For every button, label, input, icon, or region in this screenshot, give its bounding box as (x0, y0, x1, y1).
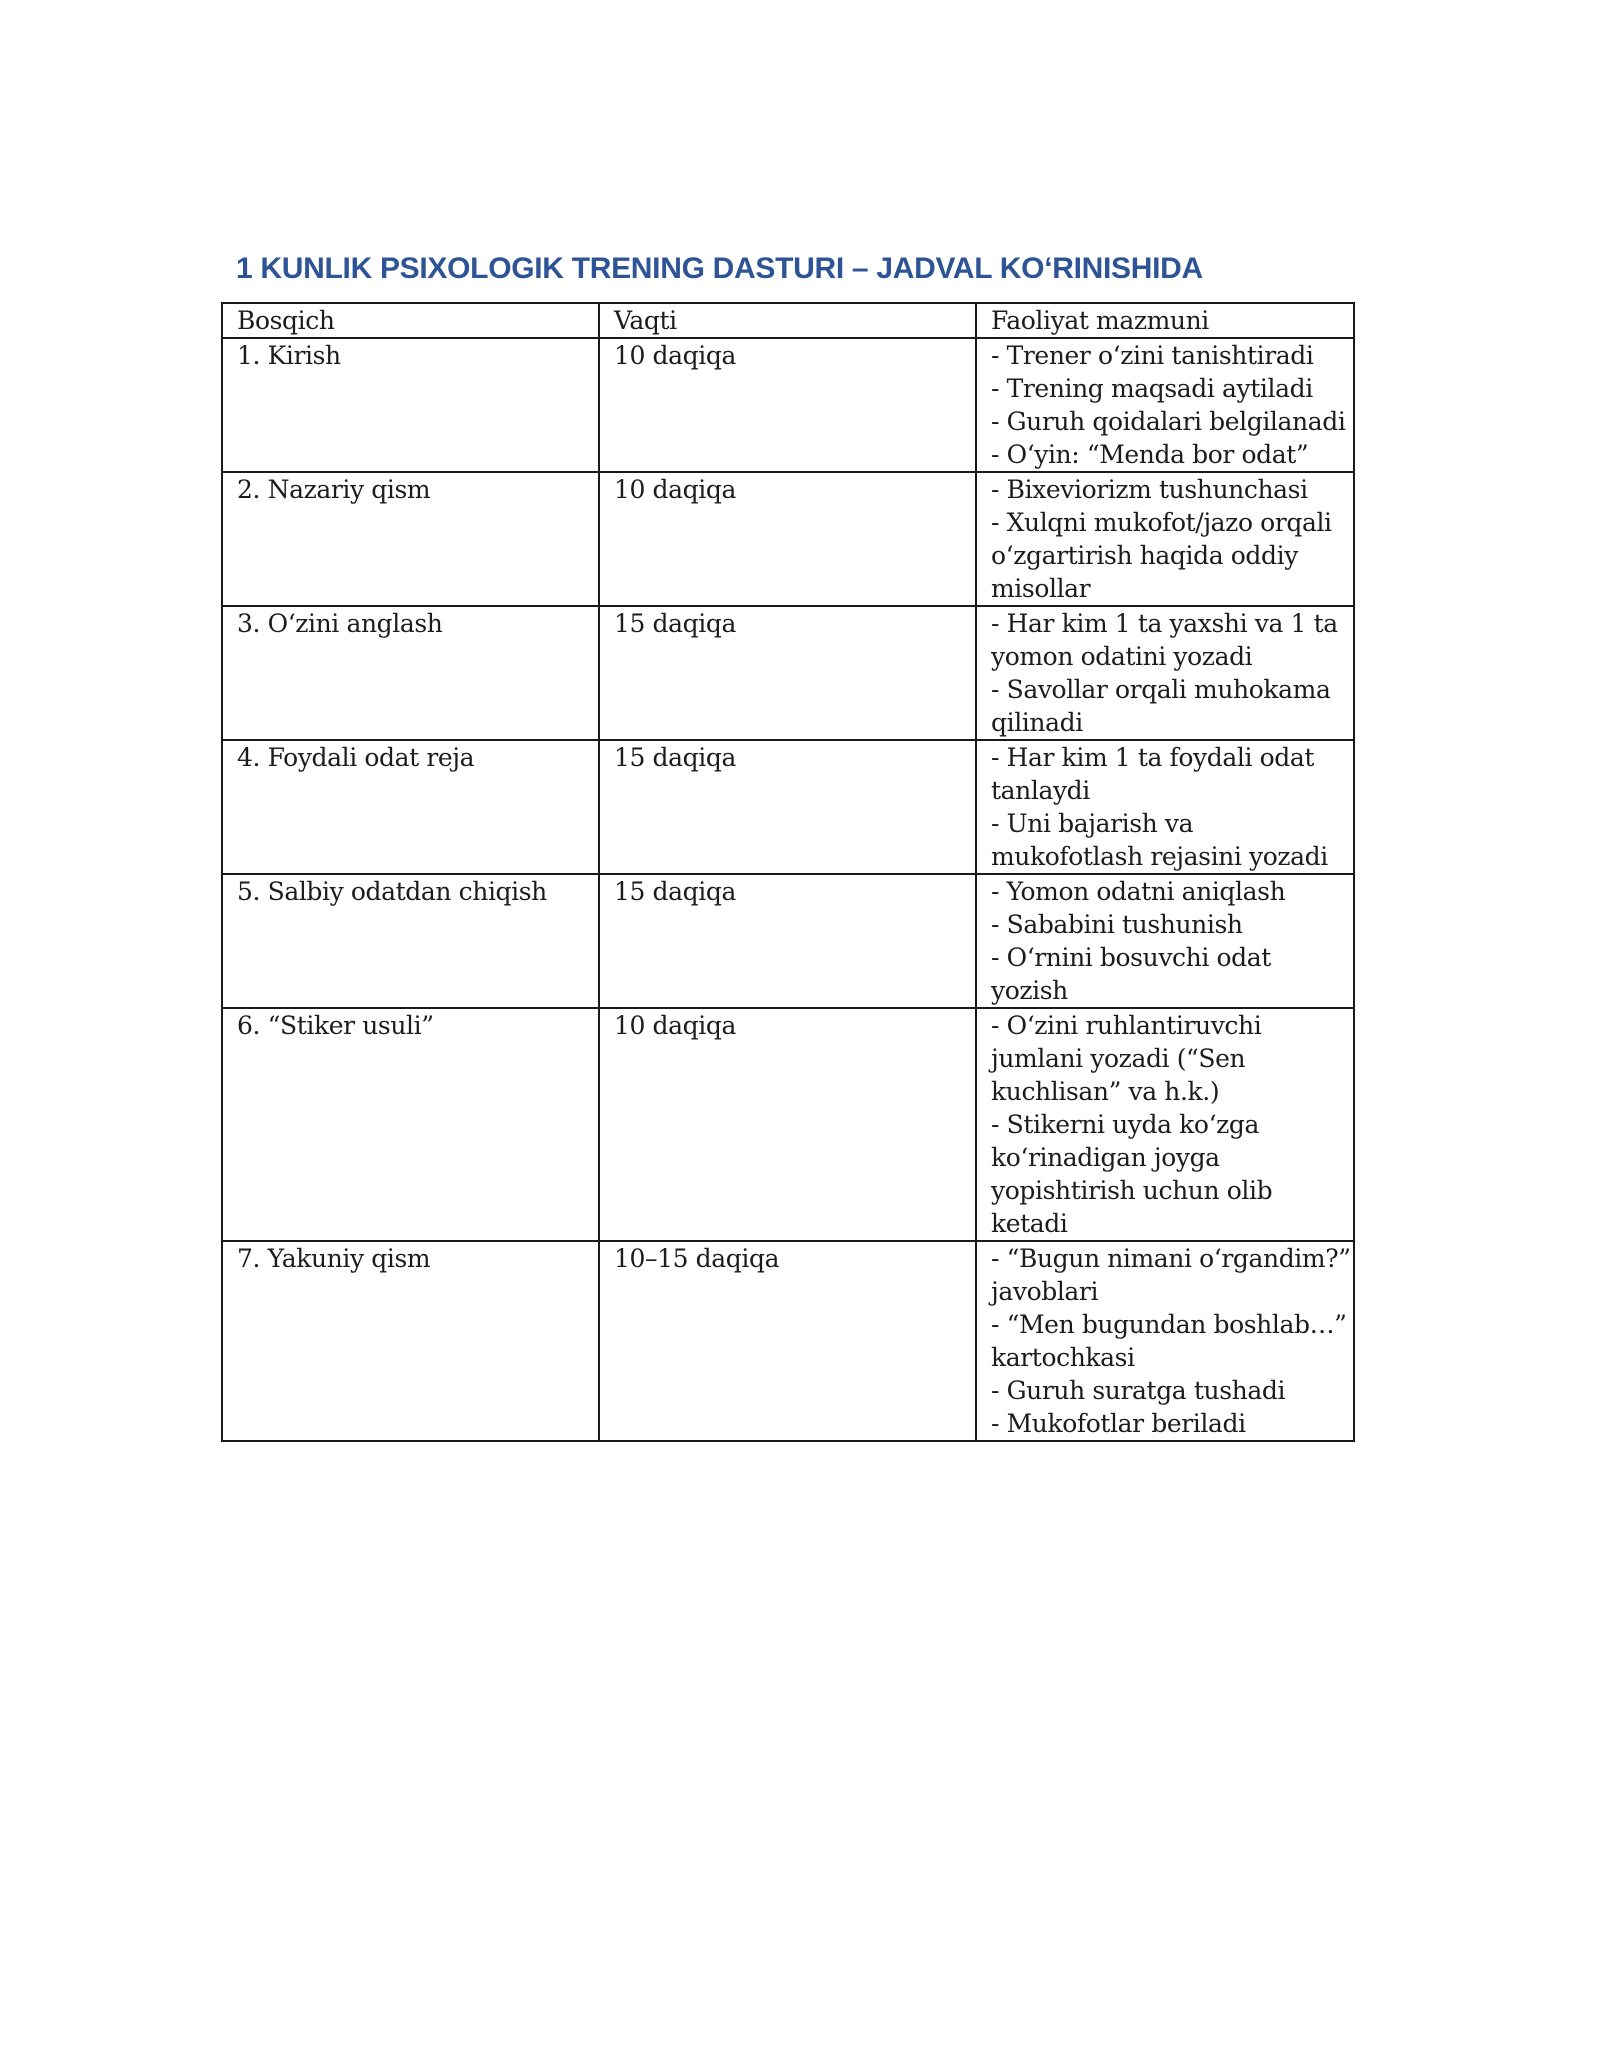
time-cell: 10 daqiqa (599, 338, 976, 472)
stage-cell: 6. “Stiker usuli” (222, 1008, 599, 1241)
content-cell (976, 338, 1354, 472)
table-header-row (222, 303, 1354, 338)
content-cell (976, 740, 1354, 874)
header-time: Vaqti (599, 303, 976, 338)
content-line: misollar (991, 574, 1091, 603)
table-row (222, 874, 1354, 1008)
time-cell: 10–15 daqiqa (599, 1241, 976, 1441)
time-cell: 15 daqiqa (599, 606, 976, 740)
page-title: 1 KUNLIK PSIXOLOGIK TRENING DASTURI – JADVAL KOʻRINISHIDA (236, 252, 1203, 285)
content-line: - Savollar orqali muhokama (991, 675, 1331, 704)
content-line: kuchlisan” va h.k.) (991, 1077, 1220, 1106)
header-content: Faoliyat mazmuni (976, 303, 1354, 338)
content-line: - Guruh qoidalari belgilanadi (991, 407, 1346, 436)
content-line: javoblari (991, 1277, 1099, 1306)
content-line: - Oʻyin: “Menda bor odat” (991, 440, 1309, 469)
table-row (222, 1008, 1354, 1241)
content-line: kartochkasi (991, 1343, 1135, 1372)
content-line: - Yomon odatni aniqlash (991, 877, 1286, 906)
content-line: - Oʻrnini bosuvchi odat (991, 943, 1271, 972)
content-line: - Guruh suratga tushadi (991, 1376, 1286, 1405)
content-line: - “Men bugundan boshlab…” (991, 1310, 1347, 1339)
stage-cell: 7. Yakuniy qism (222, 1241, 599, 1441)
content-line: - Har kim 1 ta foydali odat (991, 743, 1315, 772)
content-line: yopishtirish uchun olib (991, 1176, 1273, 1205)
content-cell (976, 874, 1354, 1008)
time-cell: 15 daqiqa (599, 740, 976, 874)
table-row (222, 338, 1354, 472)
table-row (222, 1241, 1354, 1441)
stage-cell: 4. Foydali odat reja (222, 740, 599, 874)
content-cell (976, 1241, 1354, 1441)
content-cell (976, 472, 1354, 606)
content-line: - Mukofotlar beriladi (991, 1409, 1246, 1438)
time-cell: 15 daqiqa (599, 874, 976, 1008)
table-row (222, 472, 1354, 606)
stage-cell: 1. Kirish (222, 338, 599, 472)
content-line: tanlaydi (991, 776, 1090, 805)
content-line: - “Bugun nimani oʻrgandim?” (991, 1244, 1351, 1273)
content-line: - Oʻzini ruhlantiruvchi (991, 1011, 1262, 1040)
content-line: oʻzgartirish haqida oddiy (991, 541, 1298, 570)
content-line: yozish (991, 976, 1068, 1005)
content-line: - Xulqni mukofot/jazo orqali (991, 508, 1332, 537)
content-line: ketadi (991, 1209, 1068, 1238)
content-line: - Stikerni uyda koʻzga (991, 1110, 1260, 1139)
stage-cell: 2. Nazariy qism (222, 472, 599, 606)
content-cell (976, 1008, 1354, 1241)
training-program-table (221, 302, 1355, 1442)
stage-cell: 5. Salbiy odatdan chiqish (222, 874, 599, 1008)
content-line: - Trener oʻzini tanishtiradi (991, 341, 1314, 370)
table-row (222, 606, 1354, 740)
header-stage: Bosqich (222, 303, 599, 338)
content-line: mukofotlash rejasini yozadi (991, 842, 1328, 871)
table-row (222, 740, 1354, 874)
content-line: - Sababini tushunish (991, 910, 1243, 939)
time-cell: 10 daqiqa (599, 472, 976, 606)
content-line: - Trening maqsadi aytiladi (991, 374, 1313, 403)
content-line: jumlani yozadi (“Sen (991, 1044, 1246, 1073)
time-cell: 10 daqiqa (599, 1008, 976, 1241)
content-line: - Uni bajarish va (991, 809, 1194, 838)
content-line: koʻrinadigan joyga (991, 1143, 1220, 1172)
content-cell (976, 606, 1354, 740)
stage-cell: 3. Oʻzini anglash (222, 606, 599, 740)
content-line: qilinadi (991, 708, 1083, 737)
content-line: - Bixeviorizm tushunchasi (991, 475, 1308, 504)
content-line: yomon odatini yozadi (991, 642, 1253, 671)
content-line: - Har kim 1 ta yaxshi va 1 ta (991, 609, 1338, 638)
